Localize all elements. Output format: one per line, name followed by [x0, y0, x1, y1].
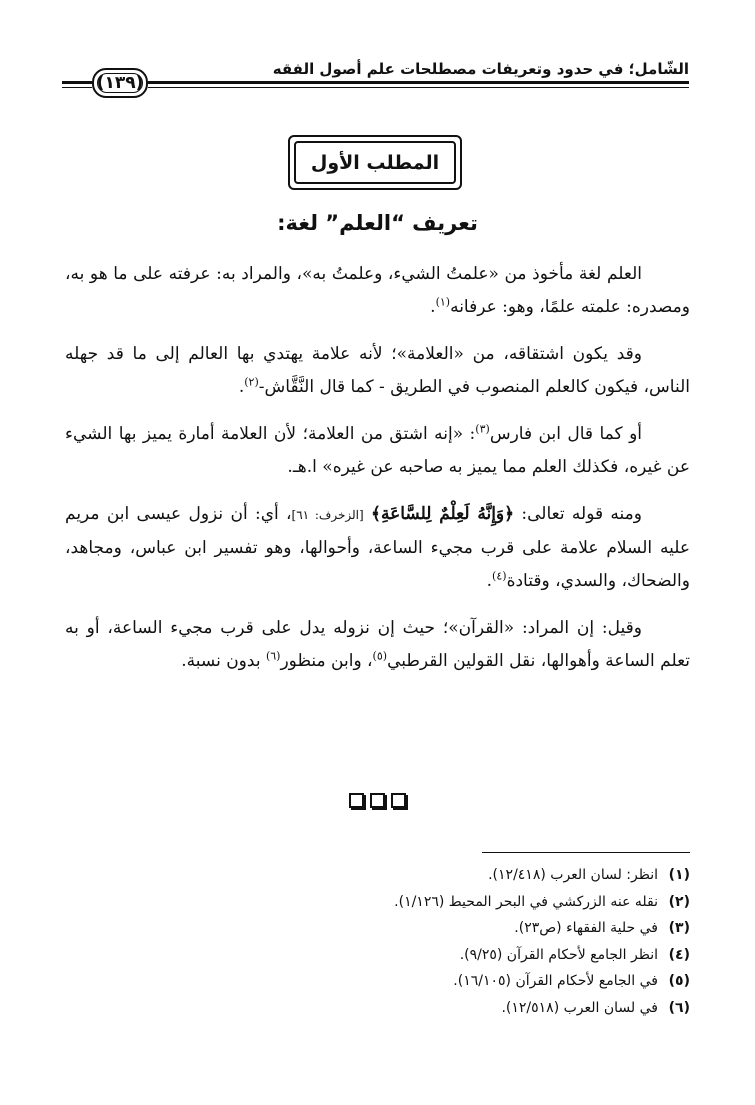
page-header — [62, 56, 689, 98]
footnote-divider — [482, 852, 690, 853]
paragraph-2 — [65, 338, 690, 404]
footnote-item — [65, 889, 690, 916]
footnote-item — [65, 942, 690, 969]
header-rule-thick-left — [62, 81, 92, 84]
footnote-ref: (٤) — [492, 569, 507, 583]
paragraph-end: . — [486, 571, 493, 591]
verse-reference: [الزخرف: ٦١] — [291, 508, 364, 522]
paragraph-text: ، وابن منظور — [280, 651, 373, 671]
footnote-text: في لسان العرب (١٢/٥١٨). — [501, 999, 658, 1016]
footnote-text: في حلية الفقهاء (ص٢٣). — [514, 920, 658, 936]
footnote-number: (٣) — [668, 920, 690, 936]
section-title-frame — [288, 135, 462, 190]
footnote-number: (٢) — [668, 893, 690, 910]
header-rule-thin — [148, 87, 689, 88]
footnote-number: (٥) — [668, 973, 690, 989]
footnotes-list — [65, 862, 690, 1021]
body-text — [65, 258, 690, 692]
footnote-number: (١) — [668, 867, 690, 883]
section-title: المطلب الأول — [310, 151, 440, 174]
running-title: الشّامل؛ في حدود وتعريفات مصطلحات علم أصول الفقه — [272, 60, 689, 78]
page-number: (١٣٩) — [92, 68, 148, 98]
footnote-item — [65, 915, 690, 942]
paragraph-3 — [65, 418, 690, 484]
section-subtitle: تعريف “العلم” لغة: — [277, 211, 478, 235]
paragraph-5 — [65, 612, 690, 678]
quran-verse: ﴿وَإِنَّهُ لَعِلْمٌ لِلسَّاعَةِ﴾ — [371, 504, 515, 524]
footnote-ref: (٦) — [265, 649, 281, 663]
footnote-item — [65, 968, 690, 995]
footnote-item — [65, 995, 690, 1022]
paragraph-4 — [65, 498, 690, 598]
footnote-text: انظر: لسان العرب (١٢/٤١٨). — [488, 867, 658, 883]
paragraph-text: العلم لغة مأخوذ من «علمتُ الشيء، وعلمتُ به»، والمراد به: عرفته على ما هو به، ومصدره: علمته علمًا، وهو: عرفانه — [65, 264, 690, 317]
footnote-number: (٦) — [668, 999, 690, 1016]
header-rule-thin-left — [62, 87, 92, 88]
footnote-text: انظر الجامع لأحكام القرآن (٩/٢٥). — [459, 946, 658, 963]
paragraph-text: وقيل: إن المراد: «القرآن»؛ حيث إن نزوله يدل على قرب مجيء الساعة، أو به تعلم الساعة وأهوالها، نقل القولين القرطبي — [65, 618, 690, 671]
footnote-ref: (١) — [435, 295, 451, 309]
footnote-ref: (٥) — [372, 649, 388, 663]
square-ornament — [391, 793, 406, 808]
paragraph-text: ومنه قوله تعالى: — [514, 504, 642, 524]
footnote-ref: (٣) — [475, 422, 490, 436]
footnote-text: في الجامع لأحكام القرآن (١٦/١٠٥). — [453, 973, 658, 989]
square-ornament — [370, 793, 385, 808]
paragraph-end: . — [238, 377, 245, 397]
paragraph-text: بدون نسبة. — [181, 651, 266, 671]
paragraph-text: : «إنه اشتق من العلامة؛ لأن العلامة أمارة يميز بها الشيء عن غيره، فكذلك العلم مما يميز به صاحبه عن غيره» ا.هـ. — [65, 424, 690, 477]
footnote-number: (٤) — [668, 946, 690, 963]
footnote-ref: (٢) — [244, 375, 259, 389]
square-ornament — [349, 793, 364, 808]
paragraph-end: . — [430, 297, 436, 317]
footnote-item — [65, 862, 690, 889]
section-end-ornament — [0, 793, 755, 808]
paragraph-text: ، أي: أن نزول عيسى ابن مريم عليه السلام علامة على قرب مجيء الساعة، وأحوالها، وهو تفسير ابن عباس، ومجاهد، والضحاك، والسدي، وقتادة — [65, 504, 690, 591]
footnote-text: نقله عنه الزركشي في البحر المحيط (١/١٢٦). — [394, 893, 658, 910]
paragraph-text: أو كما قال ابن فارس — [489, 424, 642, 444]
paragraph-1 — [65, 258, 690, 324]
paragraph-text: وقد يكون اشتقاقه، من «العلامة»؛ لأنه علامة يهتدي بها العالم إلى ما قد جهله الناس، فيكون كالعلم المنصوب في الطريق - كما قال النَّقَّاش- — [65, 344, 690, 397]
header-rule-thick — [148, 81, 689, 84]
